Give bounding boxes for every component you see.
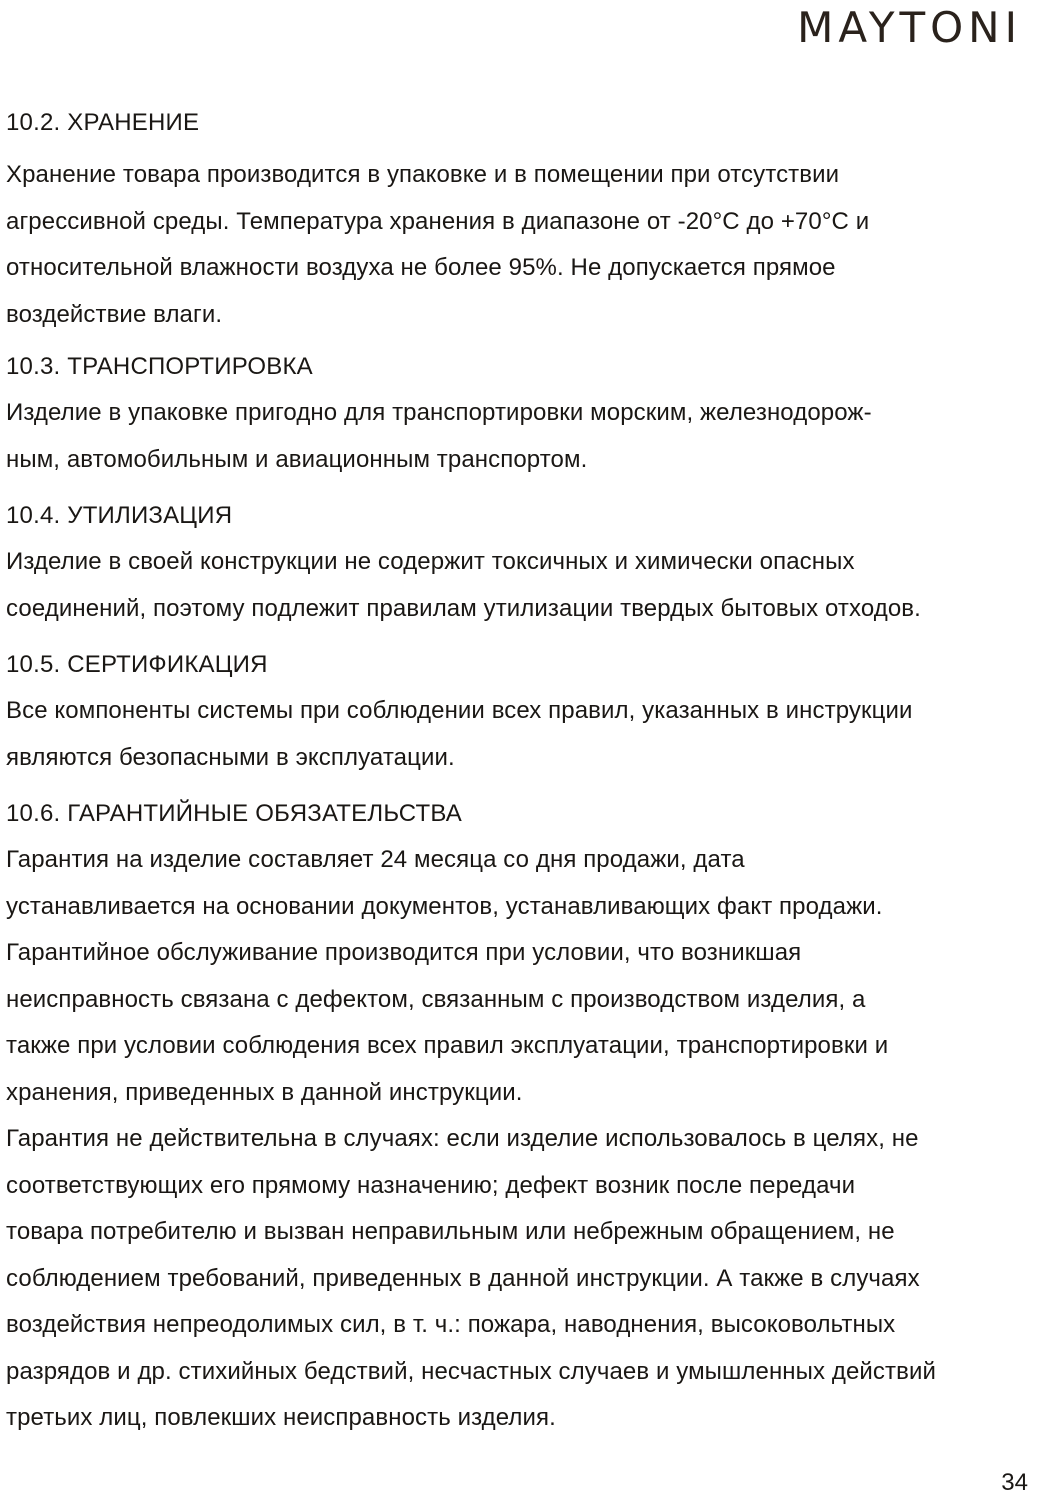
paragraph-line: Гарантийное обслуживание производится при условии, что возникшая [6, 939, 802, 966]
paragraph-line: агрессивной среды. Температура хранения в диапазоне от -20°C до +70°C и [6, 207, 870, 235]
paragraph-line: воздействия непреодолимых сил, в т. ч.: пожара, наводнения, высоковольтных [6, 1311, 896, 1338]
paragraph-line: соединений, поэтому подлежит правилам утилизации твердых бытовых отходов. [6, 594, 921, 622]
paragraph-line: неисправность связана с дефектом, связанным с производством изделия, а [6, 985, 866, 1013]
paragraph-line: ным, автомобильным и авиационным транспортом. [6, 445, 588, 473]
paragraph-line: также при условии соблюдения всех правил эксплуатации, транспортировки и [6, 1032, 889, 1059]
paragraph-line: соблюдением требований, приведенных в данной инструкции. А также в случаях [6, 1264, 920, 1292]
section-heading: 10.3. ТРАНСПОРТИРОВКА [6, 353, 313, 380]
paragraph-line: Все компоненты системы при соблюдении всех правил, указанных в инструкции [6, 697, 913, 724]
section-warranty [6, 791, 1052, 1442]
section-heading: 10.2. ХРАНЕНИЕ [6, 109, 200, 136]
paragraph-line: соответствующих его прямому назначению; дефект возник после передачи [6, 1171, 856, 1199]
paragraph-line: Изделие в своей конструкции не содержит токсичных и химически опасных [6, 548, 855, 575]
paragraph-line: Изделие в упаковке пригодно для транспортировки морским, железнодорож- [6, 399, 872, 426]
section-heading: 10.5. СЕРТИФИКАЦИЯ [6, 651, 268, 678]
paragraph-line: являются безопасными в эксплуатации. [6, 743, 455, 771]
paragraph-line: Хранение товара производится в упаковке и в помещении при отсутствии [6, 161, 840, 188]
page-number: 34 [1001, 1469, 1028, 1496]
section-heading: 10.6. ГАРАНТИЙНЫЕ ОБЯЗАТЕЛЬСТВА [6, 800, 462, 827]
paragraph-line: третьих лиц, повлекших неисправность изделия. [6, 1404, 556, 1431]
paragraph-line: относительной влажности воздуха не более 95%. Не допускается прямое [6, 254, 836, 281]
section-certification [6, 642, 1052, 781]
paragraph-line: хранения, приведенных в данной инструкции. [6, 1078, 523, 1106]
paragraph-line: Гарантия на изделие составляет 24 месяца со дня продажи, дата [6, 846, 745, 873]
brand-logo-text: MAYTONI [797, 3, 1022, 52]
brand-logo [797, 4, 1022, 52]
paragraph-line: воздействие влаги. [6, 300, 223, 328]
section-disposal [6, 493, 1052, 632]
paragraph-line: Гарантия не действительна в случаях: если изделие использовалось в целях, не [6, 1125, 919, 1152]
section-transportation [6, 344, 1052, 483]
paragraph-line: товара потребителю и вызван неправильным или небрежным обращением, не [6, 1218, 895, 1245]
paragraph-line: разрядов и др. стихийных бедствий, несчастных случаев и умышленных действий [6, 1357, 936, 1385]
document-body [6, 100, 1052, 1442]
section-storage [6, 100, 1052, 338]
paragraph-line: устанавливается на основании документов, устанавливающих факт продажи. [6, 892, 883, 920]
section-heading: 10.4. УТИЛИЗАЦИЯ [6, 502, 233, 529]
